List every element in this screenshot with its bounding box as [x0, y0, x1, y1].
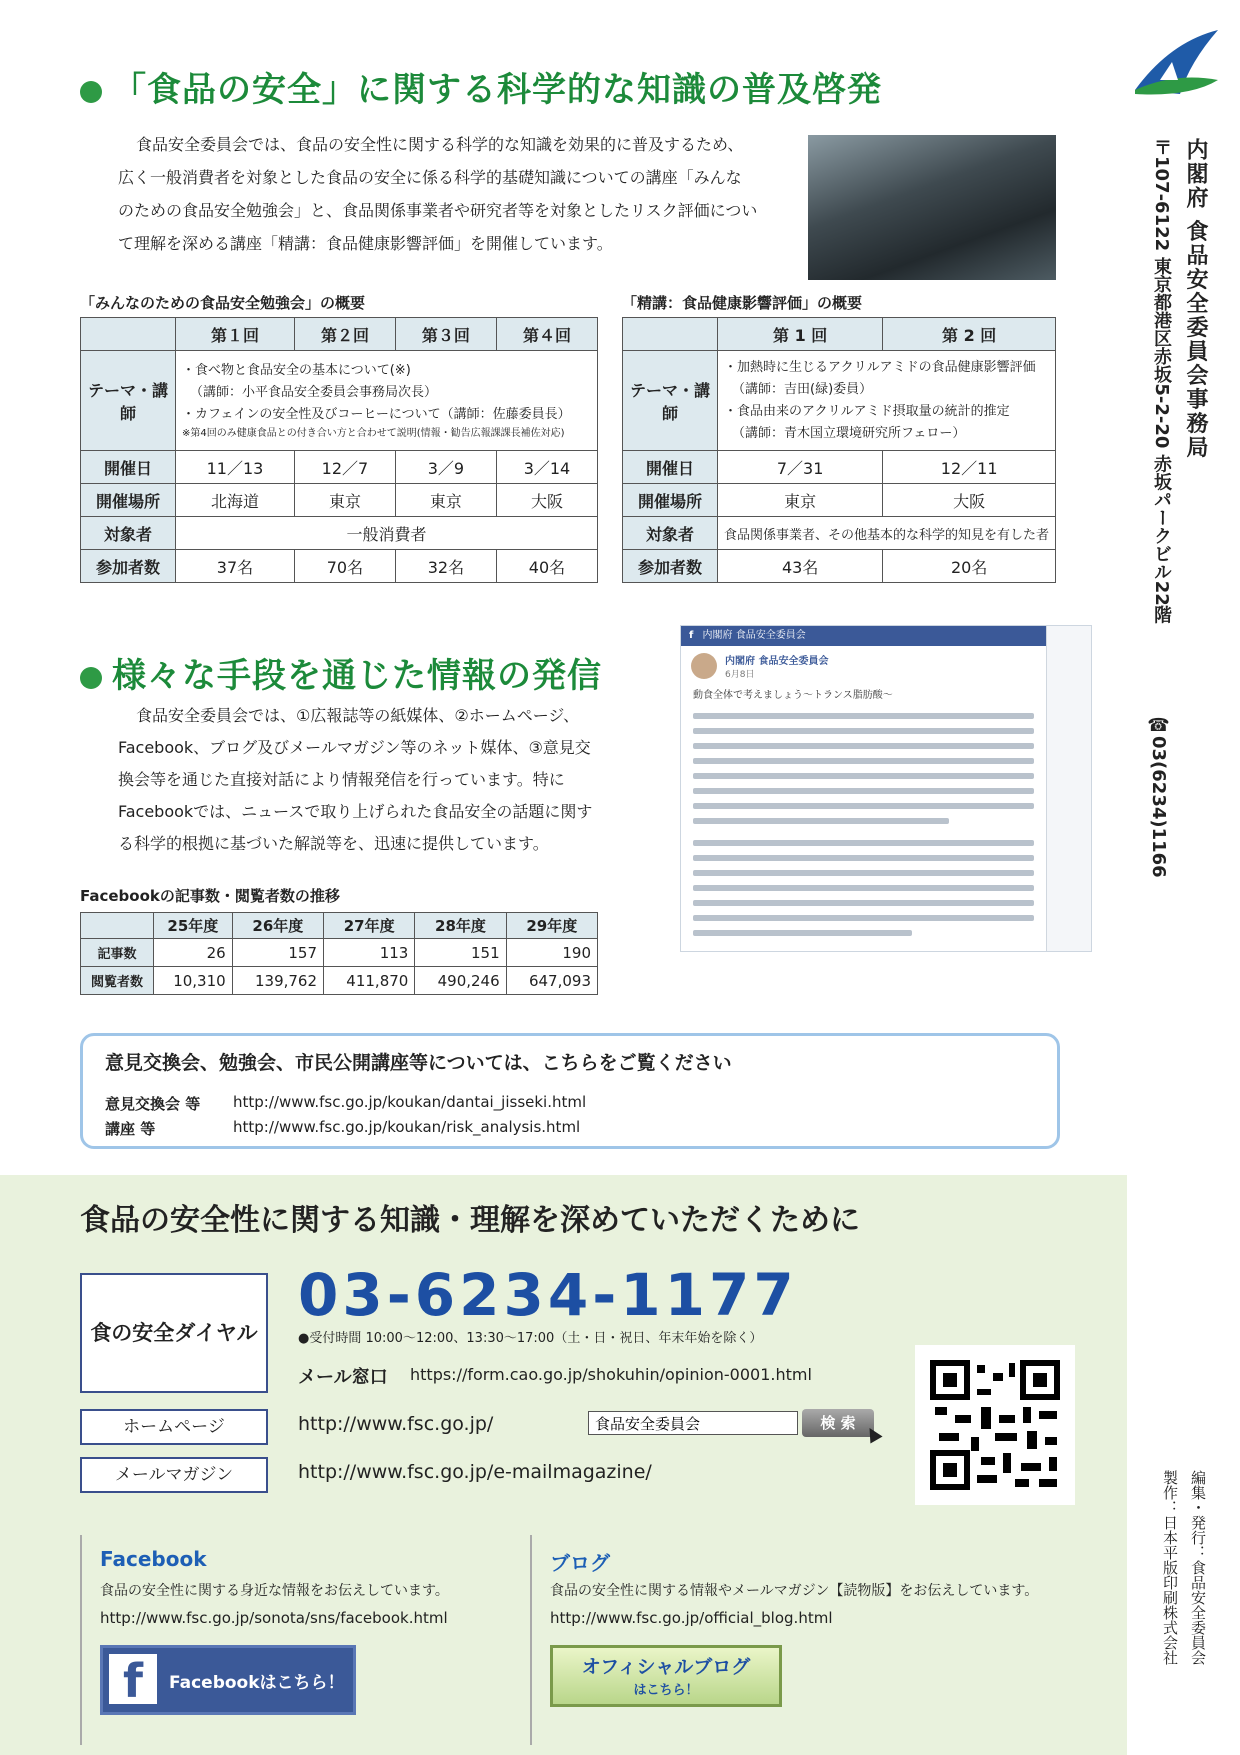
section2-title: [80, 648, 602, 697]
section1-line: のための食品安全勉強会」と、食品関係事業者や研究者等を対象としたリスク評価につい: [118, 201, 758, 220]
contact-title: 食品の安全性に関する知識・理解を深めていただくために: [80, 1203, 860, 1238]
section1-title: [80, 62, 882, 111]
blog-desc: 食品の安全性に関する情報やメールマガジン【読物版】をお伝えしています。: [550, 1583, 1039, 1599]
theme-line: （講師：小平食品安全委員会事務局次長）: [190, 384, 438, 400]
venue-cell: 東京: [294, 484, 395, 517]
venue-cell: 北海道: [176, 484, 295, 517]
theme-line: ・カフェインの安全性及びコーヒーについて（講師：佐藤委員長）: [182, 406, 571, 422]
viewer-cell: 490,246: [415, 967, 506, 995]
count-cell: 113: [324, 939, 415, 967]
target-label: 対象者: [623, 517, 718, 550]
viewer-cell: 10,310: [154, 967, 233, 995]
mail-url[interactable]: https://form.cao.go.jp/shokuhin/opinion-0001.html: [410, 1365, 812, 1384]
date-cell: 11／13: [176, 451, 295, 484]
section1-title-text: 「食品の安全」に関する科学的な知識の普及啓発: [112, 70, 882, 110]
table1-header: 第２回: [294, 318, 395, 351]
theme-line: ・食べ物と食品安全の基本について(※): [182, 362, 411, 378]
fb-post-headline: 動食全体で考えましょう〜トランス脂肪酸〜: [693, 690, 893, 701]
bullet-icon: [80, 81, 102, 103]
printer: 製作：日本平版印刷株式会社: [1161, 1470, 1179, 1665]
mail-label: メール窓口: [298, 1367, 388, 1388]
count-cell: 26: [154, 939, 233, 967]
section1-line: 広く一般消費者を対象とした食品の安全に係る科学的基礎知識についての講座「みんな: [118, 168, 742, 187]
leaf-logo: [1130, 22, 1220, 102]
target-cell: 一般消費者: [176, 517, 598, 550]
link-label: 講座 等: [105, 1120, 156, 1138]
lecture-table: [622, 317, 1056, 583]
blog-banner-sub: はこちら！: [633, 1683, 699, 1698]
section1-line: 食品安全委員会では、食品の安全性に関する科学的な知識を効果的に普及するため、: [136, 135, 744, 154]
theme-line: （講師：青木国立環境研究所フェロー）: [732, 425, 966, 441]
viewer-cell: 647,093: [506, 967, 597, 995]
target-label: 対象者: [81, 517, 176, 550]
section1-line: て理解を深める講座「精講：食品健康影響評価」を開催しています。: [118, 234, 613, 253]
dates-label: 開催日: [623, 451, 718, 484]
dates-label: 開催日: [81, 451, 176, 484]
theme-line: ・食品由来のアクリルアミド摂取量の統計的推定: [724, 403, 1010, 419]
search-input[interactable]: [588, 1411, 798, 1435]
facebook-banner-text: Facebookはこちら！: [169, 1673, 345, 1693]
theme-line: （講師：吉田(緑)委員）: [732, 381, 873, 397]
mailmagazine-url[interactable]: http://www.fsc.go.jp/e-mailmagazine/: [298, 1461, 652, 1483]
links-box-title: 意見交換会、勉強会、市民公開講座等については、こちらをご覧ください: [105, 1052, 732, 1074]
table1-header: 第１回: [176, 318, 295, 351]
count-cell: 190: [506, 939, 597, 967]
theme-note: ※第4回のみ健康食品との付き合い方と合わせて説明(情報・勧告広報課課長補佐対応): [182, 427, 565, 439]
links-box: [80, 1033, 1060, 1149]
year-header: 28年度: [415, 913, 506, 939]
study-session-table: [80, 317, 598, 583]
year-header: 29年度: [506, 913, 597, 939]
date-cell: 12／7: [294, 451, 395, 484]
section2-line: る科学的根拠に基づいた解説等を、迅速に提供しています。: [118, 834, 549, 853]
target-cell: 食品関係事業者、その他基本的な科学的知見を有した者: [718, 517, 1056, 550]
homepage-label: ホームページ: [80, 1409, 268, 1445]
facebook-desc: 食品の安全性に関する身近な情報をお伝えしています。: [100, 1583, 449, 1599]
blog-title: ブログ: [550, 1551, 610, 1575]
link-label: 意見交換会 等: [105, 1095, 201, 1113]
address: 〒107-6122 東京都港区赤坂5-2-20 赤坂パークビル22階: [1151, 138, 1172, 624]
attend-cell: 70名: [294, 550, 395, 583]
date-cell: 12／11: [883, 451, 1056, 484]
count-cell: 157: [232, 939, 323, 967]
section1-body: [118, 128, 808, 260]
seminar-photo: [808, 135, 1056, 280]
section2-line: 換会等を通じた直接対話により情報発信を行っています。特に: [118, 770, 565, 789]
attend-cell: 32名: [395, 550, 496, 583]
blog-url[interactable]: http://www.fsc.go.jp/official_blog.html: [550, 1609, 833, 1627]
venue-cell: 東京: [718, 484, 883, 517]
facebook-icon: f: [109, 1654, 157, 1704]
table2-header: 第 2 回: [883, 318, 1056, 351]
theme-label: テーマ・講師: [81, 351, 176, 451]
org-name: 内閣府 食品安全委員会事務局: [1183, 138, 1208, 460]
venue-label: 開催場所: [623, 484, 718, 517]
blog-banner-text: オフィシャルブログ: [581, 1656, 751, 1678]
venue-cell: 東京: [395, 484, 496, 517]
avatar: [691, 653, 717, 679]
table1-caption: 「みんなのための食品安全勉強会」の概要: [80, 294, 366, 312]
section2-title-text: 様々な手段を通じた情報の発信: [112, 656, 602, 696]
viewer-cell: 139,762: [232, 967, 323, 995]
facebook-banner[interactable]: [100, 1645, 356, 1715]
attend-cell: 20名: [883, 550, 1056, 583]
section2-line: Facebookでは、ニュースで取り上げられた食品安全の話題に関す: [118, 802, 593, 821]
attend-cell: 40名: [496, 550, 597, 583]
venue-cell: 大阪: [496, 484, 597, 517]
attend-label: 参加者数: [623, 550, 718, 583]
facebook-section: [80, 1535, 522, 1745]
search-button[interactable]: 検 索: [802, 1409, 874, 1437]
tel: ☎03(6234)1166: [1148, 715, 1169, 878]
date-cell: 3／14: [496, 451, 597, 484]
facebook-icon: f: [689, 630, 694, 641]
table1-header: 第３回: [395, 318, 496, 351]
date-cell: 3／9: [395, 451, 496, 484]
facebook-stats-table: [80, 912, 598, 995]
row-label: 閲覧者数: [81, 967, 154, 995]
fb-post-date: 6月8日: [725, 670, 755, 680]
fb-topbar: [681, 626, 1046, 646]
hours: ●受付時間 10:00〜12:00、13:30〜17:00（土・日・祝日、年末年始を除く）: [298, 1331, 763, 1346]
mailmagazine-label: メールマガジン: [80, 1457, 268, 1493]
table3-caption: Facebookの記事数・閲覧者数の推移: [80, 887, 340, 905]
theme-label: テーマ・講師: [623, 351, 718, 451]
facebook-title: Facebook: [100, 1547, 207, 1571]
year-header: 27年度: [324, 913, 415, 939]
section2-line: Facebook、ブログ及びメールマガジン等のネット媒体、③意見交: [118, 738, 591, 757]
theme-line: ・加熱時に生じるアクリルアミドの食品健康影響評価: [724, 359, 1036, 375]
food-safety-dial-label: 食の安全ダイヤル: [80, 1273, 268, 1393]
link-url[interactable]: http://www.fsc.go.jp/koukan/risk_analysis.html: [233, 1118, 581, 1136]
facebook-url[interactable]: http://www.fsc.go.jp/sonota/sns/facebook.html: [100, 1609, 448, 1627]
credits: 編集・発行：食品安全委員会: [1189, 1470, 1207, 1665]
fb-topbar-page: 内閣府 食品安全委員会: [702, 630, 806, 641]
attend-cell: 37名: [176, 550, 295, 583]
fb-page-name: 内閣府 食品安全委員会: [725, 656, 829, 667]
qr-code[interactable]: [915, 1345, 1075, 1505]
table1-header: 第４回: [496, 318, 597, 351]
viewer-cell: 411,870: [324, 967, 415, 995]
table2-caption: 「精講：食品健康影響評価」の概要: [622, 294, 863, 312]
contact-panel: [0, 1175, 1127, 1755]
year-header: 25年度: [154, 913, 233, 939]
table2-header: 第 1 回: [718, 318, 883, 351]
blog-section: [530, 1535, 1072, 1745]
link-url[interactable]: http://www.fsc.go.jp/koukan/dantai_jisseki.html: [233, 1093, 587, 1111]
venue-cell: 大阪: [883, 484, 1056, 517]
row-label: 記事数: [81, 939, 154, 967]
attend-cell: 43名: [718, 550, 883, 583]
count-cell: 151: [415, 939, 506, 967]
phone-number: 03-6234-1177: [298, 1261, 798, 1329]
section2-line: 食品安全委員会では、①広報誌等の紙媒体、②ホームページ、: [136, 706, 580, 725]
homepage-url[interactable]: http://www.fsc.go.jp/: [298, 1413, 494, 1435]
year-header: 26年度: [232, 913, 323, 939]
section2-body: [118, 700, 638, 860]
venue-label: 開催場所: [81, 484, 176, 517]
date-cell: 7／31: [718, 451, 883, 484]
blog-banner[interactable]: [550, 1645, 782, 1707]
attend-label: 参加者数: [81, 550, 176, 583]
facebook-screenshot: [680, 625, 1092, 952]
bullet-icon: [80, 667, 102, 689]
